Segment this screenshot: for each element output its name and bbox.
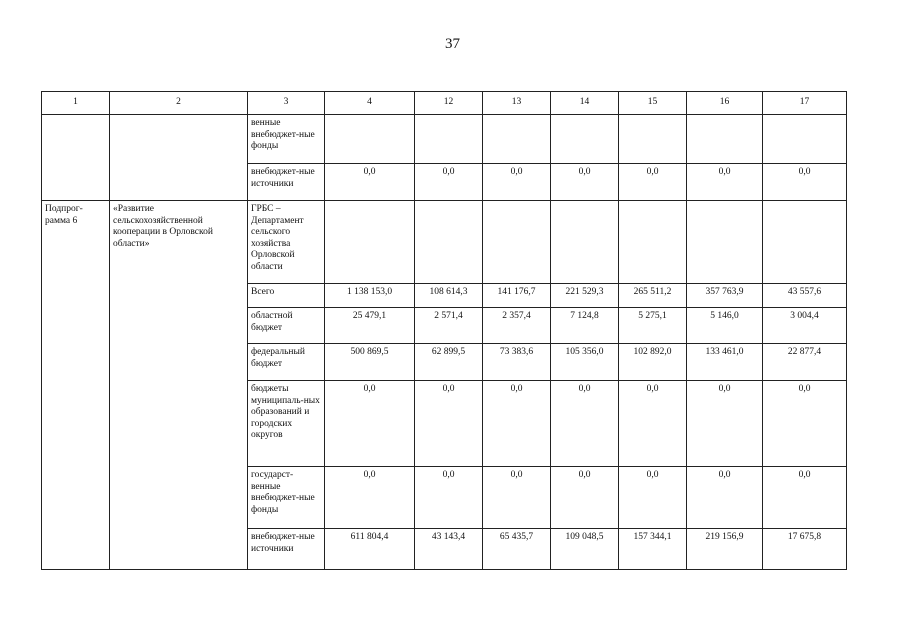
value-cell: 62 899,5 bbox=[415, 344, 483, 381]
header-cell: 1 bbox=[42, 92, 110, 115]
value-cell: 109 048,5 bbox=[551, 529, 619, 570]
value-cell: 43 557,6 bbox=[763, 284, 847, 308]
value-cell bbox=[415, 115, 483, 164]
value-cell: 0,0 bbox=[551, 381, 619, 467]
header-cell: 4 bbox=[325, 92, 415, 115]
value-cell: 7 124,8 bbox=[551, 308, 619, 344]
value-cell: 0,0 bbox=[619, 467, 687, 529]
value-cell: 0,0 bbox=[415, 381, 483, 467]
value-cell: 17 675,8 bbox=[763, 529, 847, 570]
header-row bbox=[42, 92, 847, 115]
value-cell bbox=[325, 115, 415, 164]
value-cell: 357 763,9 bbox=[687, 284, 763, 308]
header-cell: 3 bbox=[248, 92, 325, 115]
value-cell: 0,0 bbox=[551, 164, 619, 201]
value-cell: 0,0 bbox=[483, 164, 551, 201]
header-cell: 17 bbox=[763, 92, 847, 115]
funding-source-cell: внебюджет-ные источники bbox=[248, 164, 325, 201]
value-cell: 43 143,4 bbox=[415, 529, 483, 570]
value-cell bbox=[763, 201, 847, 284]
value-cell bbox=[619, 201, 687, 284]
value-cell: 0,0 bbox=[687, 164, 763, 201]
header-cell: 2 bbox=[110, 92, 248, 115]
value-cell: 3 004,4 bbox=[763, 308, 847, 344]
funding-source-cell: внебюджет-ные источники bbox=[248, 529, 325, 570]
value-cell: 0,0 bbox=[687, 381, 763, 467]
value-cell: 0,0 bbox=[763, 467, 847, 529]
funding-source-cell: бюджеты муниципаль-ных образований и городских округов bbox=[248, 381, 325, 467]
value-cell bbox=[415, 201, 483, 284]
header-cell: 15 bbox=[619, 92, 687, 115]
value-cell: 141 176,7 bbox=[483, 284, 551, 308]
value-cell bbox=[551, 201, 619, 284]
value-cell: 5 146,0 bbox=[687, 308, 763, 344]
funding-source-cell: Всего bbox=[248, 284, 325, 308]
value-cell: 0,0 bbox=[415, 164, 483, 201]
value-cell: 73 383,6 bbox=[483, 344, 551, 381]
table-row bbox=[42, 201, 847, 284]
value-cell bbox=[551, 115, 619, 164]
value-cell: 1 138 153,0 bbox=[325, 284, 415, 308]
value-cell bbox=[325, 201, 415, 284]
value-cell: 219 156,9 bbox=[687, 529, 763, 570]
value-cell: 0,0 bbox=[325, 467, 415, 529]
value-cell bbox=[619, 115, 687, 164]
header-cell: 16 bbox=[687, 92, 763, 115]
budget-table bbox=[41, 91, 847, 570]
funding-source-cell: государст-венные внебюджет-ные фонды bbox=[248, 467, 325, 529]
value-cell: 0,0 bbox=[483, 381, 551, 467]
value-cell: 5 275,1 bbox=[619, 308, 687, 344]
funding-source-cell: венные внебюджет-ные фонды bbox=[248, 115, 325, 164]
value-cell: 102 892,0 bbox=[619, 344, 687, 381]
value-cell: 0,0 bbox=[619, 381, 687, 467]
value-cell bbox=[687, 201, 763, 284]
value-cell: 0,0 bbox=[687, 467, 763, 529]
value-cell: 2 357,4 bbox=[483, 308, 551, 344]
value-cell: 221 529,3 bbox=[551, 284, 619, 308]
value-cell: 265 511,2 bbox=[619, 284, 687, 308]
funding-source-cell: федеральный бюджет bbox=[248, 344, 325, 381]
value-cell bbox=[687, 115, 763, 164]
empty-cell bbox=[110, 115, 248, 201]
value-cell: 0,0 bbox=[763, 164, 847, 201]
value-cell bbox=[483, 201, 551, 284]
value-cell: 157 344,1 bbox=[619, 529, 687, 570]
value-cell: 0,0 bbox=[619, 164, 687, 201]
value-cell: 611 804,4 bbox=[325, 529, 415, 570]
value-cell: 108 614,3 bbox=[415, 284, 483, 308]
header-cell: 14 bbox=[551, 92, 619, 115]
value-cell: 0,0 bbox=[763, 381, 847, 467]
value-cell bbox=[763, 115, 847, 164]
table-row bbox=[42, 115, 847, 164]
value-cell: 65 435,7 bbox=[483, 529, 551, 570]
value-cell: 0,0 bbox=[325, 164, 415, 201]
value-cell bbox=[483, 115, 551, 164]
subprogram-name-cell: «Развитие сельскохозяйственной кооперации в Орловской области» bbox=[110, 201, 248, 570]
value-cell: 25 479,1 bbox=[325, 308, 415, 344]
value-cell: 0,0 bbox=[483, 467, 551, 529]
subprogram-code-cell: Подпрог-рамма 6 bbox=[42, 201, 110, 570]
value-cell: 105 356,0 bbox=[551, 344, 619, 381]
value-cell: 500 869,5 bbox=[325, 344, 415, 381]
header-cell: 13 bbox=[483, 92, 551, 115]
value-cell: 0,0 bbox=[325, 381, 415, 467]
value-cell: 0,0 bbox=[551, 467, 619, 529]
header-cell: 12 bbox=[415, 92, 483, 115]
funding-source-cell: областной бюджет bbox=[248, 308, 325, 344]
funding-source-cell: ГРБС – Департамент сельского хозяйства Орловской области bbox=[248, 201, 325, 284]
empty-cell bbox=[42, 115, 110, 201]
value-cell: 22 877,4 bbox=[763, 344, 847, 381]
value-cell: 0,0 bbox=[415, 467, 483, 529]
page-number: 37 bbox=[445, 36, 460, 52]
value-cell: 133 461,0 bbox=[687, 344, 763, 381]
value-cell: 2 571,4 bbox=[415, 308, 483, 344]
